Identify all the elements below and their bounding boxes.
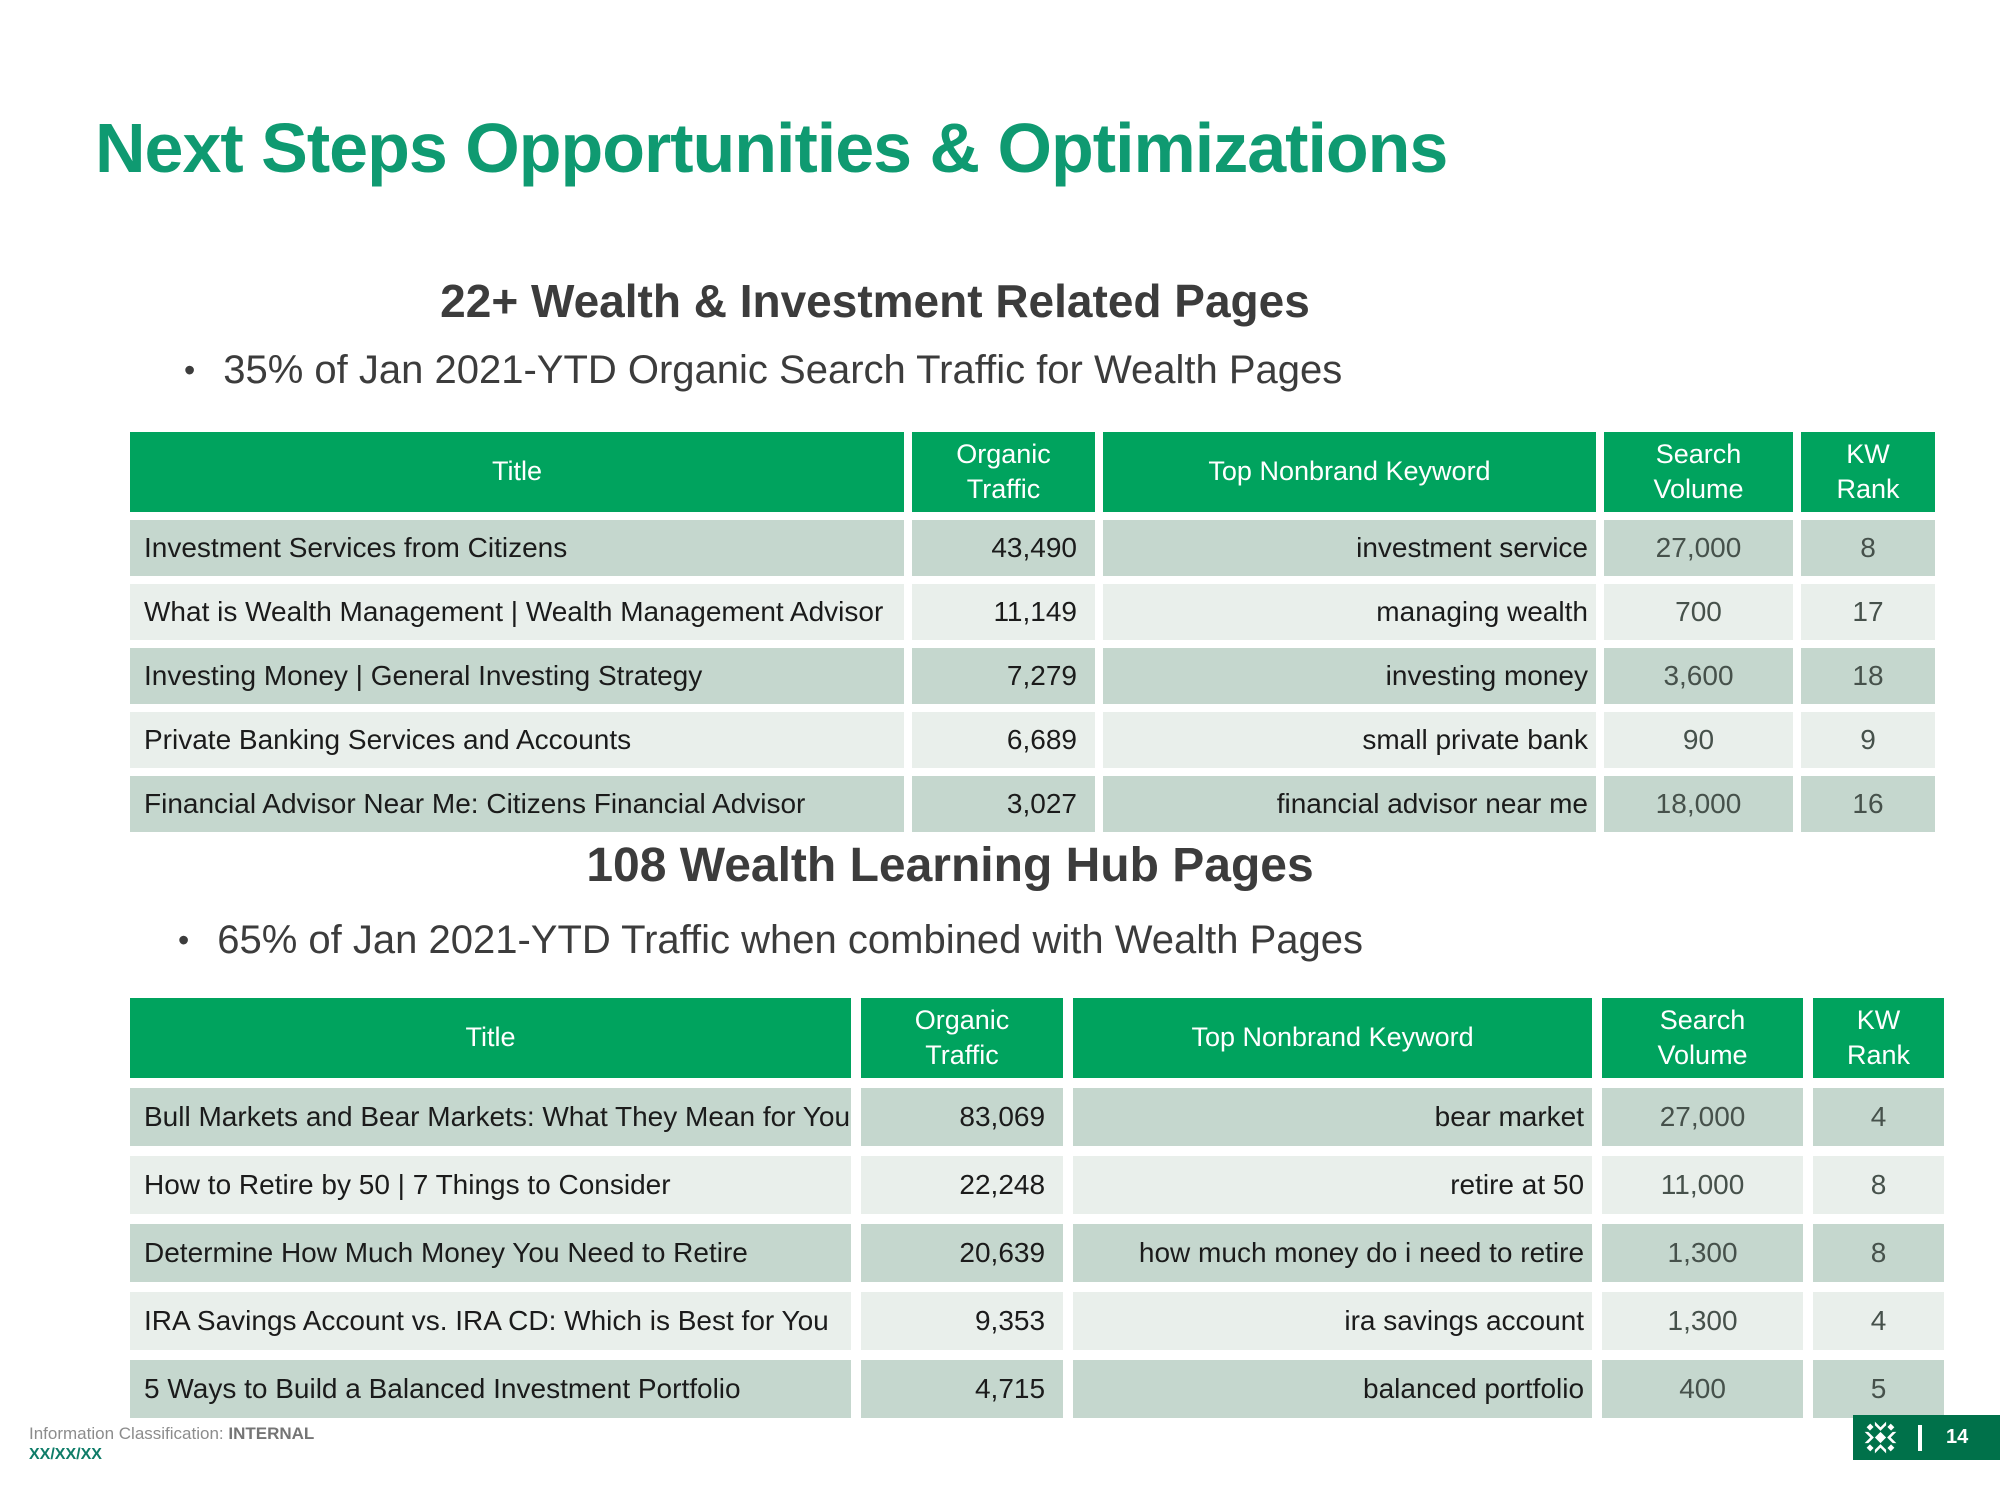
table-cell: 3,027: [912, 776, 1095, 832]
table-cell: 43,490: [912, 520, 1095, 576]
table-cell: balanced portfolio: [1073, 1360, 1592, 1418]
learning-hub-table: [120, 988, 1954, 1428]
page-title: Next Steps Opportunities & Optimizations: [95, 109, 1448, 187]
table-cell: 16: [1801, 776, 1935, 832]
column-header-top-nonbrand-keyword: Top Nonbrand Keyword: [1073, 998, 1592, 1078]
table-header-row: [130, 432, 1935, 512]
table-cell: 5: [1813, 1360, 1944, 1418]
table-row: [130, 1088, 1944, 1146]
table-row: [130, 1224, 1944, 1282]
table-cell: 6,689: [912, 712, 1095, 768]
column-header-top-nonbrand-keyword: Top Nonbrand Keyword: [1103, 432, 1596, 512]
wealth-pages-table: [122, 424, 1943, 840]
classification-label: Information Classification:: [29, 1424, 224, 1443]
table-cell: 700: [1604, 584, 1793, 640]
citizens-snowflake-logo-icon: [1864, 1421, 1897, 1454]
table-cell: What is Wealth Management | Wealth Management Advisor: [130, 584, 904, 640]
table-cell: 7,279: [912, 648, 1095, 704]
table-cell: Bull Markets and Bear Markets: What They Mean for You: [130, 1088, 851, 1146]
table-cell: 4: [1813, 1292, 1944, 1350]
table-header-row: [130, 998, 1944, 1078]
column-header-organic-traffic: Organic Traffic: [912, 432, 1095, 512]
table-cell: 9,353: [861, 1292, 1063, 1350]
table-cell: how much money do i need to retire: [1073, 1224, 1592, 1282]
table-cell: 8: [1801, 520, 1935, 576]
bullet-text: 35% of Jan 2021-YTD Organic Search Traffic for Wealth Pages: [223, 348, 1343, 392]
table-cell: 5 Ways to Build a Balanced Investment Portfolio: [130, 1360, 851, 1418]
bullet-text: 65% of Jan 2021-YTD Traffic when combined with Wealth Pages: [217, 918, 1364, 962]
table-cell: 18,000: [1604, 776, 1793, 832]
table-cell: investing money: [1103, 648, 1596, 704]
page-number: 14: [1946, 1426, 1969, 1448]
table-cell: Private Banking Services and Accounts: [130, 712, 904, 768]
bullet-item: [184, 348, 1342, 393]
table-cell: IRA Savings Account vs. IRA CD: Which is Best for You: [130, 1292, 851, 1350]
table-cell: Investment Services from Citizens: [130, 520, 904, 576]
table-row: [130, 1156, 1944, 1214]
table-cell: bear market: [1073, 1088, 1592, 1146]
table-cell: 27,000: [1602, 1088, 1803, 1146]
logo-divider: [1918, 1425, 1922, 1451]
table-cell: 17: [1801, 584, 1935, 640]
table-cell: 400: [1602, 1360, 1803, 1418]
table-cell: 4: [1813, 1088, 1944, 1146]
footer-classification: [29, 1424, 314, 1444]
table-cell: How to Retire by 50 | 7 Things to Consider: [130, 1156, 851, 1214]
table-cell: investment service: [1103, 520, 1596, 576]
table-cell: Investing Money | General Investing Strategy: [130, 648, 904, 704]
page-number-badge: [1853, 1415, 2000, 1460]
table-cell: 4,715: [861, 1360, 1063, 1418]
table-cell: ira savings account: [1073, 1292, 1592, 1350]
table-cell: 11,000: [1602, 1156, 1803, 1214]
table-cell: small private bank: [1103, 712, 1596, 768]
section-heading-wealth-pages: 22+ Wealth & Investment Related Pages: [440, 275, 1310, 327]
table-row: [130, 520, 1935, 576]
table-cell: Financial Advisor Near Me: Citizens Financial Advisor: [130, 776, 904, 832]
table-cell: 90: [1604, 712, 1793, 768]
table-row: [130, 584, 1935, 640]
table-cell: 9: [1801, 712, 1935, 768]
column-header-organic-traffic: Organic Traffic: [861, 998, 1063, 1078]
column-header-kw-rank: KW Rank: [1813, 998, 1944, 1078]
column-header-title: Title: [130, 998, 851, 1078]
section-heading-learning-hub: 108 Wealth Learning Hub Pages: [586, 839, 1314, 892]
bullet-marker: •: [178, 922, 190, 958]
table-cell: 83,069: [861, 1088, 1063, 1146]
table-row: [130, 1292, 1944, 1350]
classification-value: INTERNAL: [228, 1424, 315, 1443]
table-cell: retire at 50: [1073, 1156, 1592, 1214]
table-cell: 8: [1813, 1224, 1944, 1282]
table-cell: managing wealth: [1103, 584, 1596, 640]
table-cell: 22,248: [861, 1156, 1063, 1214]
table-row: [130, 712, 1935, 768]
table-cell: 27,000: [1604, 520, 1793, 576]
table-cell: financial advisor near me: [1103, 776, 1596, 832]
table-row: [130, 776, 1935, 832]
column-header-search-volume: Search Volume: [1604, 432, 1793, 512]
bullet-item: [178, 918, 1363, 963]
table-cell: 1,300: [1602, 1224, 1803, 1282]
table-cell: 20,639: [861, 1224, 1063, 1282]
column-header-kw-rank: KW Rank: [1801, 432, 1935, 512]
table-cell: 11,149: [912, 584, 1095, 640]
footer-date: XX/XX/XX: [29, 1446, 102, 1463]
table-cell: 8: [1813, 1156, 1944, 1214]
table-cell: 3,600: [1604, 648, 1793, 704]
bullet-marker: •: [184, 352, 196, 388]
column-header-search-volume: Search Volume: [1602, 998, 1803, 1078]
table-cell: 18: [1801, 648, 1935, 704]
table-cell: Determine How Much Money You Need to Retire: [130, 1224, 851, 1282]
table-row: [130, 648, 1935, 704]
table-row: [130, 1360, 1944, 1418]
column-header-title: Title: [130, 432, 904, 512]
table-cell: 1,300: [1602, 1292, 1803, 1350]
